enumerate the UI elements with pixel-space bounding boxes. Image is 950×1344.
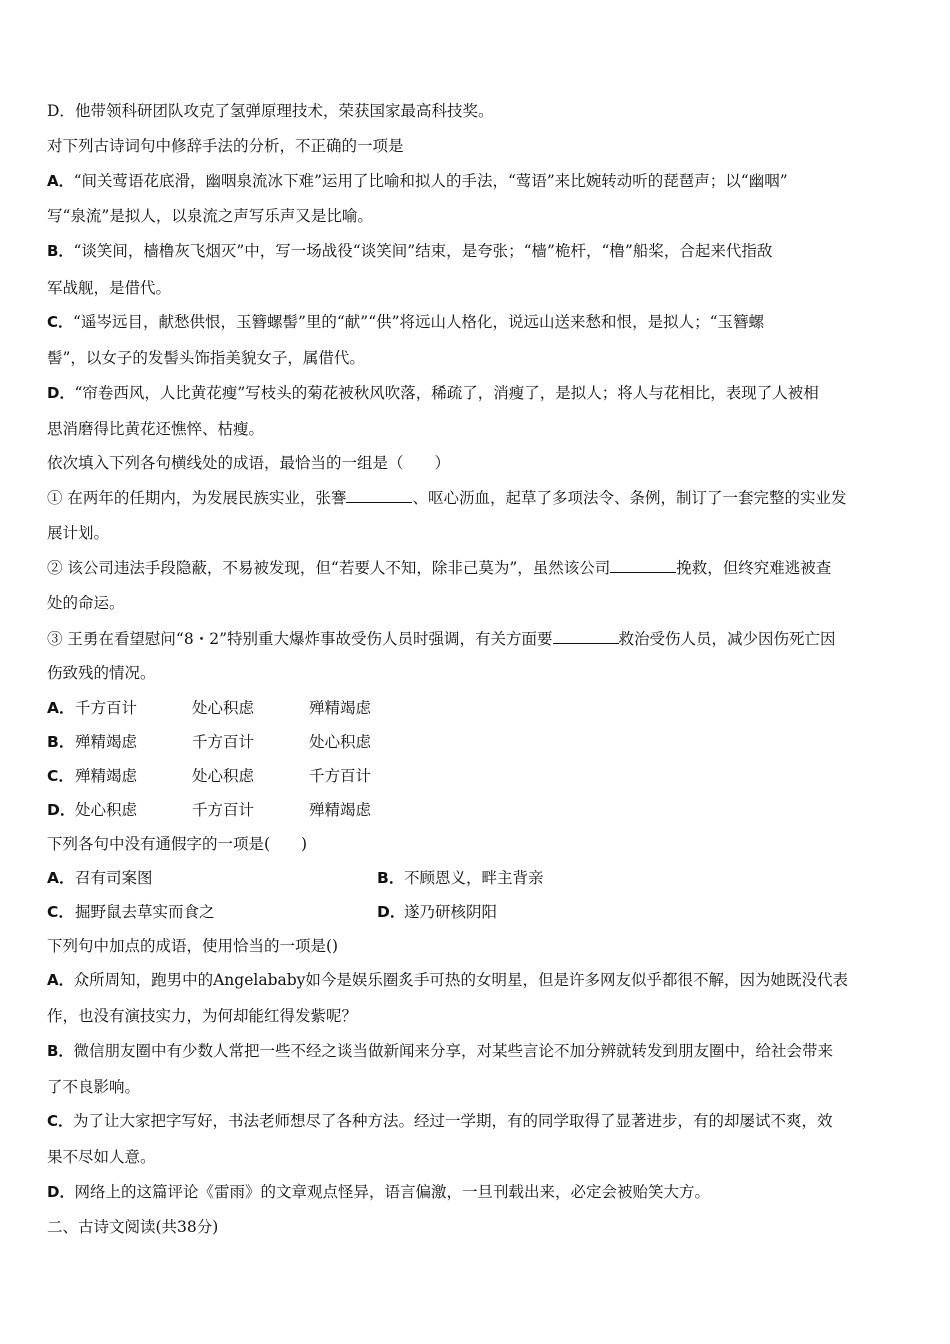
option-label: B．: [377, 869, 405, 887]
sentence-2-line1: [47, 556, 907, 579]
fill-blank: [346, 486, 412, 503]
rhetoric-option-c-line1: [47, 311, 907, 333]
option-label: B．: [47, 242, 74, 260]
sentence-text: ③ 王勇在看望慰问“8・2”特别重大爆炸事故受伤人员时强调，有关方面要: [47, 630, 553, 648]
option-word-2: 千方百计: [192, 733, 255, 751]
question-stem-rhetoric: 对下列古诗词句中修辞手法的分析，不正确的一项是: [47, 137, 404, 155]
option-text: “间关莺语花底滑，幽咽泉流冰下难”运用了比喻和拟人的手法，“莺语”来比婉转动听的琵琶声；以“幽咽”: [73, 172, 788, 190]
option-text: 掘野鼠去草实而食之: [75, 903, 215, 921]
option-word-2: 千方百计: [192, 801, 255, 819]
option-word-1: 千方百计: [75, 699, 138, 717]
idiom-use-option-b-line2: 了不良影响。: [47, 1078, 141, 1096]
option-word-2: 处心积虑: [192, 767, 255, 785]
fill-blank: [553, 627, 619, 644]
option-label: C．: [47, 903, 74, 921]
sentence-text: 挽救，但终究难逃被查: [676, 559, 832, 577]
option-text: 。: [694, 1183, 710, 1201]
idiom-use-option-b-line1: [47, 1040, 907, 1062]
rhetoric-option-b-line1: [47, 240, 907, 262]
option-text: 的女明星，但是许多网友似乎都很不解，因为她既没代表: [460, 971, 848, 989]
option-label: C．: [47, 767, 74, 785]
option-text: 微信朋友圈中有少数人常把一些: [73, 1042, 291, 1060]
sentence-2-line2: 处的命运。: [47, 594, 125, 612]
fill-blank: [610, 556, 676, 573]
option-label: C．: [47, 1112, 74, 1130]
option-label: A．: [47, 869, 75, 887]
option-label: A．: [47, 971, 74, 989]
idiom-use-option-d: [47, 1181, 907, 1203]
dotted-idiom: 不经之谈: [290, 1042, 353, 1060]
rhetoric-option-d-line1: [47, 382, 907, 404]
option-text: ，效: [801, 1112, 833, 1130]
question-stem-tongjia: 下列各句中没有通假字的一项是( ): [47, 835, 308, 853]
rhetoric-option-d-line2: 思消磨得比黄花还憔悴、枯瘦。: [47, 420, 265, 438]
option-label: C．: [47, 313, 74, 331]
sentence-3-line1: [47, 627, 907, 650]
option-label: B．: [47, 733, 75, 751]
rhetoric-option-b-line2: 军战舰，是借代。: [47, 279, 172, 297]
rhetoric-option-a-line1: [47, 170, 907, 192]
option-text: 为了让大家把字写好，书法老师想尽了各种方法。经过一学期，有的同学取得了显著进步，有的却: [73, 1112, 740, 1130]
option-label: D．: [47, 102, 75, 120]
option-word-1: 殚精竭虑: [75, 767, 138, 785]
rhetoric-option-c-line2: 髻”，以女子的发髻头饰指美貌女子，属借代。: [47, 349, 365, 367]
sentence-text: 救治受伤人员，减少因伤死亡因: [618, 630, 836, 648]
idiom-use-option-a-line1: [47, 969, 907, 991]
rhetoric-option-a-line2: 写“泉流”是拟人，以泉流之声写乐声又是比喻。: [47, 207, 373, 225]
option-text: 不顾恩义，畔主背亲: [404, 869, 544, 887]
prev-option-d: [47, 100, 907, 122]
option-label: A．: [47, 172, 74, 190]
sentence-3-line2: 伤致残的情况。: [47, 664, 156, 682]
idiom-use-option-c-line1: [47, 1110, 907, 1132]
option-label: D．: [47, 801, 76, 819]
idiom-use-option-a-line2: 作，也没有演技实力，为何却能红得发紫呢？: [47, 1007, 358, 1025]
question-stem-idiom-fill: 依次填入下列各句横线处的成语，最恰当的一组是（ ）: [47, 454, 451, 472]
option-label: D．: [47, 1183, 75, 1201]
sentence-text: ① 在两年的任期内，为发展民族实业，张謇: [47, 489, 347, 507]
option-text: “帘卷西风，人比黄花瘦”写枝头的菊花被秋风吹落，稀疏了，消瘦了，是拟人；将人与花相比，表现了人被相: [74, 384, 819, 402]
question-stem-idiom-use: 下列句中加点的成语，使用恰当的一项是(): [47, 937, 339, 955]
option-label: A．: [47, 699, 75, 717]
option-word-3: 殚精竭虑: [309, 699, 372, 717]
option-word-3: 千方百计: [309, 767, 372, 785]
option-text: 当做新闻来分享，对某些言论不加分辨就转发到朋友圈中，给社会带来: [352, 1042, 833, 1060]
option-text: 他带领科研团队攻克了氢弹原理技术，荣获国家最高科技奖。: [74, 102, 494, 120]
option-word-1: 殚精竭虑: [75, 733, 138, 751]
section-heading: 二、古诗文阅读(共38分): [47, 1218, 219, 1236]
dotted-idiom: 屡试不爽: [739, 1112, 802, 1130]
option-text: 召有司案图: [75, 869, 153, 887]
option-text: “谈笑间，樯橹灰飞烟灭”中，写一场战役“谈笑间”结束，是夸张；“樯”桅杆，“橹”船桨，合起来代指敌: [73, 242, 773, 260]
option-label: D．: [377, 903, 406, 921]
option-word-3: 处心积虑: [309, 733, 372, 751]
option-text: “遥岑远目，献愁供恨，玉簪螺髻”里的“献”“供”将远山人格化，说远山送来愁和恨，是拟人；“玉簪螺: [73, 313, 764, 331]
sentence-1-line1: [47, 486, 907, 509]
idiom-use-option-c-line2: 果不尽如人意。: [47, 1148, 156, 1166]
option-label: B．: [47, 1042, 74, 1060]
dotted-idiom: 炙手可热: [398, 971, 461, 989]
option-word-1: 处心积虑: [75, 801, 138, 819]
sentence-1-line2: 展计划。: [47, 524, 110, 542]
dotted-idiom: 贻笑大方: [632, 1183, 695, 1201]
option-text: 遂乃研核阴阳: [404, 903, 498, 921]
option-word-3: 殚精竭虑: [309, 801, 372, 819]
option-label: D．: [47, 384, 75, 402]
sentence-text: ② 该公司违法手段隐蔽，不易被发现，但“若要人不知，除非己莫为”，虽然该公司: [47, 559, 611, 577]
option-text: 网络上的这篇评论《雷雨》的文章观点怪异，语言偏激，一旦刊载出来，必定会被: [74, 1183, 633, 1201]
option-word-2: 处心积虑: [192, 699, 255, 717]
option-text: 众所周知，跑男中的Angelababy如今是娱乐圈: [73, 971, 399, 989]
sentence-text: 、呕心沥血，起草了多项法令、条例，制订了一套完整的实业发: [412, 489, 847, 507]
